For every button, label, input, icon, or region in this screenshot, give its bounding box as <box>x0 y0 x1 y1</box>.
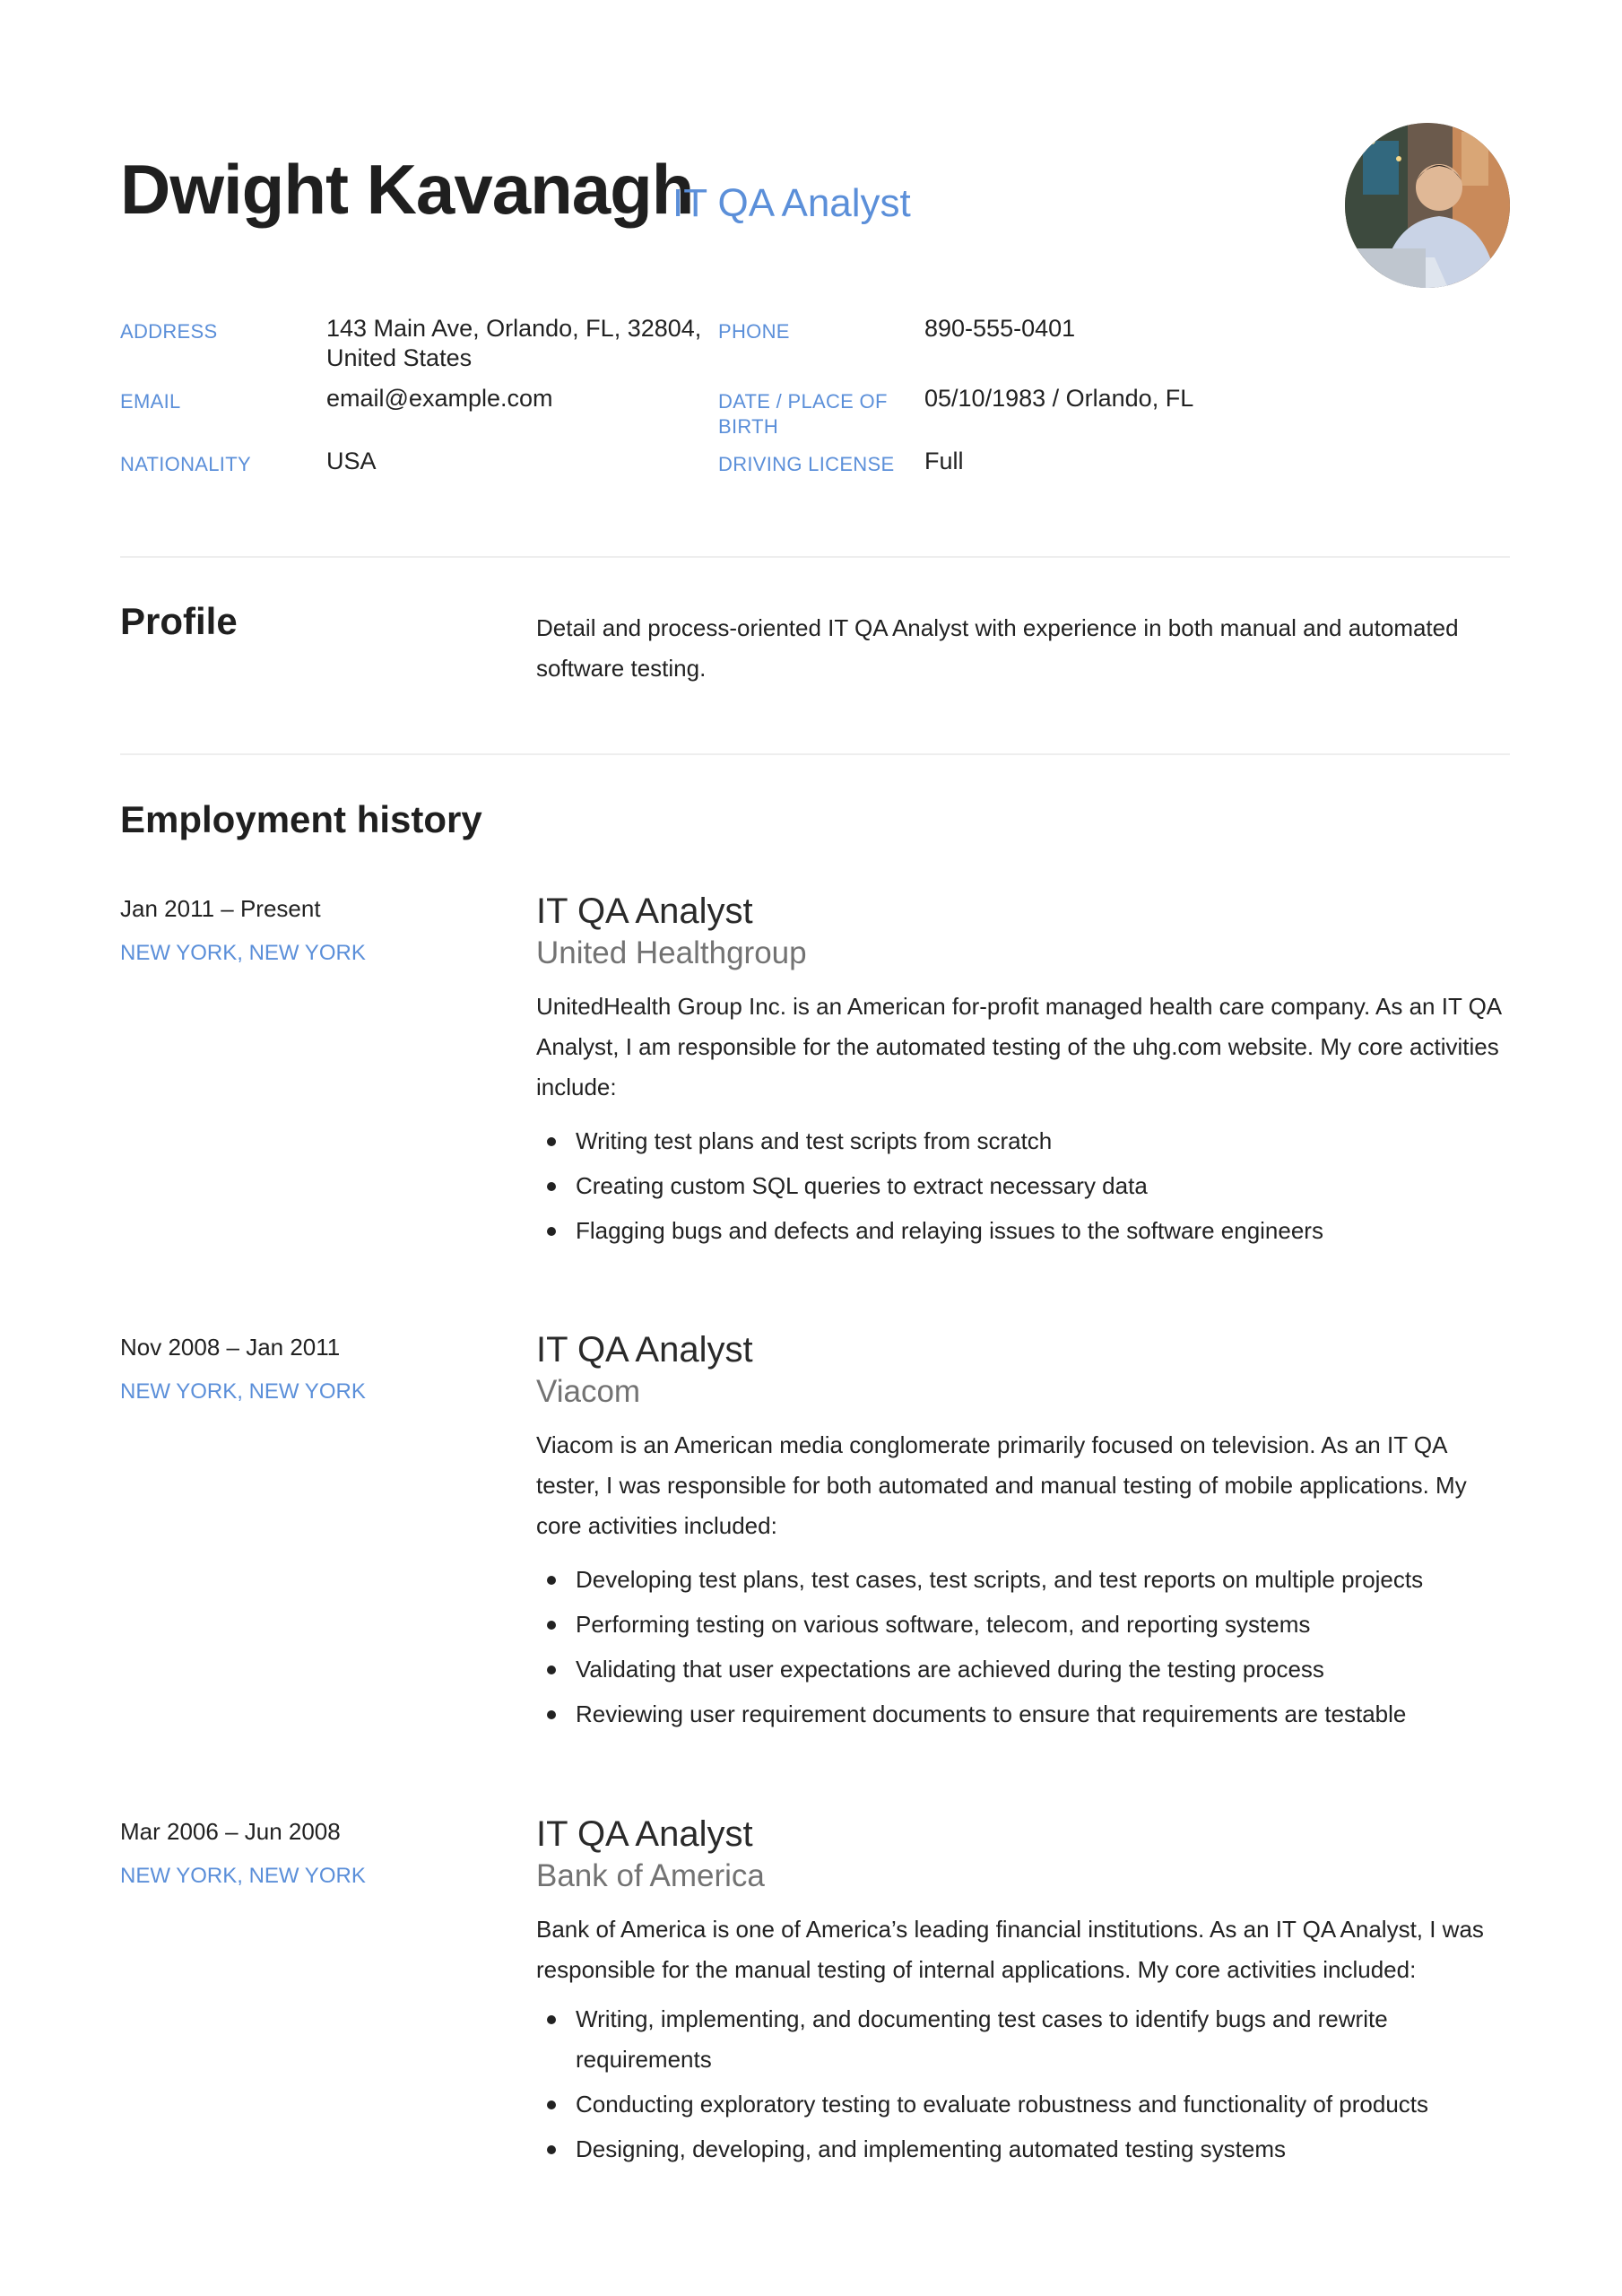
job-bullet-list <box>536 1560 1514 1739</box>
driving-license-label: DRIVING LICENSE <box>718 453 895 475</box>
job-company: Viacom <box>536 1374 641 1409</box>
phone-label: PHONE <box>718 320 790 343</box>
divider <box>120 753 1510 755</box>
job-location: NEW YORK, NEW YORK <box>120 1379 366 1404</box>
email-label: EMAIL <box>120 390 181 413</box>
job-bullet: Flagging bugs and defects and relaying issues to the software engineers <box>536 1211 1514 1251</box>
job-bullet: Developing test plans, test cases, test scripts, and test reports on multiple projects <box>536 1560 1514 1600</box>
employment-heading: Employment history <box>120 798 482 840</box>
job-company: United Healthgroup <box>536 935 807 970</box>
candidate-title: IT QA Analyst <box>672 181 911 225</box>
birth-value: 05/10/1983 / Orlando, FL <box>924 385 1194 412</box>
profile-photo-illustration <box>1345 123 1510 288</box>
job-bullet: Performing testing on various software, telecom, and reporting systems <box>536 1605 1514 1645</box>
job-role: IT QA Analyst <box>536 891 753 931</box>
job-bullet-list <box>536 1121 1514 1256</box>
profile-photo <box>1345 123 1510 288</box>
job-dates: Mar 2006 – Jun 2008 <box>120 1818 341 1845</box>
job-location: NEW YORK, NEW YORK <box>120 941 366 965</box>
job-bullet: Conducting exploratory testing to evaluate robustness and functionality of products <box>536 2084 1514 2125</box>
address-label: ADDRESS <box>120 320 218 343</box>
profile-heading: Profile <box>120 600 238 642</box>
job-bullet: Designing, developing, and implementing automated testing systems <box>536 2129 1514 2170</box>
candidate-name: Dwight Kavanagh <box>120 150 694 229</box>
job-bullet: Reviewing user requirement documents to ensure that requirements are testable <box>536 1694 1514 1735</box>
job-dates: Jan 2011 – Present <box>120 895 321 922</box>
birth-label: DATE / PLACE OF BIRTH <box>718 390 888 438</box>
job-company: Bank of America <box>536 1858 765 1893</box>
job-bullet: Creating custom SQL queries to extract necessary data <box>536 1166 1514 1206</box>
divider <box>120 556 1510 558</box>
nationality-value: USA <box>326 448 377 474</box>
job-role: IT QA Analyst <box>536 1814 753 1854</box>
job-dates: Nov 2008 – Jan 2011 <box>120 1334 341 1361</box>
address-value: 143 Main Ave, Orlando, FL, 32804, United States <box>326 315 702 371</box>
job-bullet: Writing, implementing, and documenting test cases to identify bugs and rewrite requirements <box>536 1999 1514 2080</box>
nationality-label: NATIONALITY <box>120 453 251 475</box>
email-value: email@example.com <box>326 385 553 412</box>
driving-license-value: Full <box>924 448 964 474</box>
job-bullet: Writing test plans and test scripts from scratch <box>536 1121 1514 1161</box>
job-bullet: Validating that user expectations are achieved during the testing process <box>536 1649 1514 1690</box>
job-description: Bank of America is one of America’s leading financial institutions. As an IT QA Analyst, I was responsible for the manual testing of internal applications. My core activities included: <box>536 1916 1484 1983</box>
job-role: IT QA Analyst <box>536 1330 753 1370</box>
phone-value: 890-555-0401 <box>924 315 1076 342</box>
job-location: NEW YORK, NEW YORK <box>120 1864 366 1888</box>
job-bullet-list <box>536 1999 1514 2174</box>
job-description: UnitedHealth Group Inc. is an American for-profit managed health care company. As an IT QA Analyst, I am responsible for the automated testing of the uhg.com website. My core activities include: <box>536 993 1501 1100</box>
job-description: Viacom is an American media conglomerate primarily focused on television. As an IT QA tester, I was responsible for both automated and manual testing of mobile applications. My core activities included: <box>536 1431 1467 1539</box>
profile-summary: Detail and process-oriented IT QA Analyst with experience in both manual and automated software testing. <box>536 614 1459 682</box>
